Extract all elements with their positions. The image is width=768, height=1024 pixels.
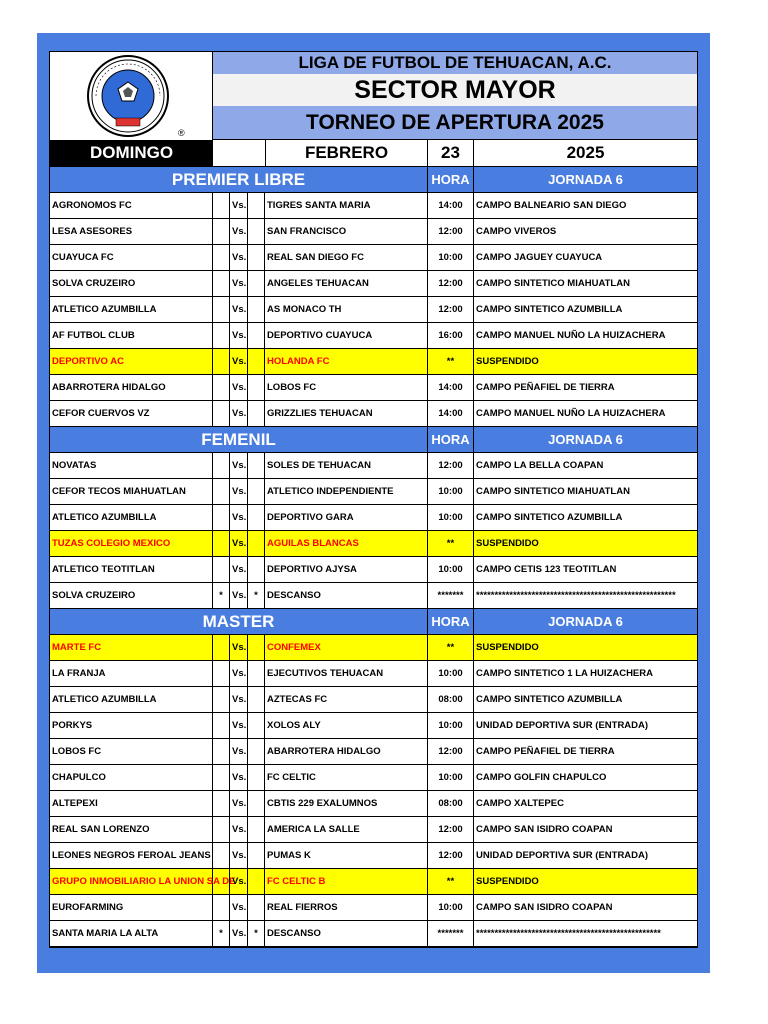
match-time: 12:00 <box>428 739 474 764</box>
versus-label: Vs. <box>230 739 248 764</box>
versus-label: Vs. <box>230 531 248 556</box>
rest-mark <box>248 817 265 842</box>
section-header <box>50 609 697 635</box>
home-team: PORKYS <box>50 713 213 738</box>
venue: CAMPO PEÑAFIEL DE TIERRA <box>476 746 615 757</box>
venue: CAMPO SINTETICO 1 LA HUIZACHERA <box>476 668 653 679</box>
rest-mark <box>248 687 265 712</box>
venue: ****************************************************** <box>476 590 676 601</box>
home-team: LESA ASESORES <box>50 219 213 244</box>
match-row <box>50 453 697 479</box>
home-team: REAL SAN LORENZO <box>50 817 213 842</box>
venue: CAMPO SAN ISIDRO COAPAN <box>476 902 613 913</box>
versus-label: Vs. <box>230 375 248 400</box>
match-row <box>50 219 697 245</box>
rest-mark <box>213 271 230 296</box>
rest-mark <box>248 193 265 218</box>
match-time: 10:00 <box>428 557 474 582</box>
rest-mark <box>213 401 230 426</box>
home-team: TUZAS COLEGIO MEXICO <box>50 531 213 556</box>
versus-label: Vs. <box>230 453 248 478</box>
home-team: LA FRANJA <box>50 661 213 686</box>
versus-label: Vs. <box>230 713 248 738</box>
rest-mark <box>248 713 265 738</box>
away-team: FC CELTIC B <box>265 869 428 894</box>
away-team: AMERICA LA SALLE <box>265 817 428 842</box>
match-time: 10:00 <box>428 895 474 920</box>
match-time: 10:00 <box>428 479 474 504</box>
match-row <box>50 661 697 687</box>
match-row <box>50 921 697 947</box>
away-team: ATLETICO INDEPENDIENTE <box>265 479 428 504</box>
venue: CAMPO PEÑAFIEL DE TIERRA <box>476 382 615 393</box>
sector-title: SECTOR MAYOR <box>213 74 697 106</box>
venue: SUSPENDIDO <box>476 642 539 653</box>
venue: CAMPO MANUEL NUÑO LA HUIZACHERA <box>476 408 666 419</box>
venue: CAMPO SINTETICO AZUMBILLA <box>476 304 623 315</box>
venue: CAMPO CETIS 123 TEOTITLAN <box>476 564 617 575</box>
home-team: AF FUTBOL CLUB <box>50 323 213 348</box>
match-row <box>50 193 697 219</box>
away-team: XOLOS ALY <box>265 713 428 738</box>
rest-mark <box>248 635 265 660</box>
venue: SUSPENDIDO <box>476 876 539 887</box>
home-team: ATLETICO AZUMBILLA <box>50 505 213 530</box>
home-team: AGRONOMOS FC <box>50 193 213 218</box>
match-time: ** <box>428 869 474 894</box>
versus-label: Vs. <box>230 505 248 530</box>
match-row <box>50 271 697 297</box>
match-row <box>50 505 697 531</box>
header <box>50 52 697 140</box>
home-team: CUAYUCA FC <box>50 245 213 270</box>
home-team: LOBOS FC <box>50 739 213 764</box>
rest-mark <box>213 791 230 816</box>
rest-mark <box>248 895 265 920</box>
away-team: AGUILAS BLANCAS <box>265 531 428 556</box>
venue: CAMPO LA BELLA COAPAN <box>476 460 604 471</box>
venue: CAMPO MANUEL NUÑO LA HUIZACHERA <box>476 330 666 341</box>
rest-mark <box>248 323 265 348</box>
match-row <box>50 297 697 323</box>
match-row <box>50 739 697 765</box>
match-row <box>50 765 697 791</box>
rest-mark <box>248 479 265 504</box>
versus-label: Vs. <box>230 349 248 374</box>
rest-mark <box>213 661 230 686</box>
versus-label: Vs. <box>230 557 248 582</box>
match-time: 10:00 <box>428 713 474 738</box>
venue: SUSPENDIDO <box>476 356 539 367</box>
rest-mark <box>248 505 265 530</box>
away-team: LOBOS FC <box>265 375 428 400</box>
rest-mark <box>248 739 265 764</box>
versus-label: Vs. <box>230 401 248 426</box>
away-team: DEPORTIVO GARA <box>265 505 428 530</box>
jornada-label: JORNADA 6 <box>548 614 623 629</box>
away-team: DEPORTIVO AJYSA <box>265 557 428 582</box>
venue: CAMPO SINTETICO AZUMBILLA <box>476 694 623 705</box>
home-team: LEONES NEGROS FEROAL JEANS <box>50 843 213 868</box>
versus-label: Vs. <box>230 219 248 244</box>
rest-mark <box>213 817 230 842</box>
home-team: SOLVA CRUZEIRO <box>50 583 213 608</box>
rest-mark <box>213 895 230 920</box>
match-row <box>50 791 697 817</box>
rest-mark <box>213 453 230 478</box>
away-team: ABARROTERA HIDALGO <box>265 739 428 764</box>
match-time: 08:00 <box>428 687 474 712</box>
versus-label: Vs. <box>230 687 248 712</box>
versus-label: Vs. <box>230 245 248 270</box>
hora-label: HORA <box>428 609 474 634</box>
venue: CAMPO VIVEROS <box>476 226 557 237</box>
match-time: 12:00 <box>428 297 474 322</box>
match-time: ** <box>428 349 474 374</box>
match-row <box>50 583 697 609</box>
section-name: PREMIER LIBRE <box>50 167 428 192</box>
versus-label: Vs. <box>230 921 248 946</box>
match-row <box>50 557 697 583</box>
versus-label: Vs. <box>230 271 248 296</box>
versus-label: Vs. <box>230 817 248 842</box>
home-team: EUROFARMING <box>50 895 213 920</box>
versus-label: Vs. <box>230 843 248 868</box>
versus-label: Vs. <box>230 765 248 790</box>
rest-mark <box>248 557 265 582</box>
versus-label: Vs. <box>230 869 248 894</box>
schedule-sheet <box>49 51 698 948</box>
rest-mark <box>248 791 265 816</box>
rest-mark <box>248 245 265 270</box>
match-time: 10:00 <box>428 505 474 530</box>
registered-mark: ® <box>178 128 185 138</box>
home-team: ALTEPEXI <box>50 791 213 816</box>
rest-mark <box>213 245 230 270</box>
rest-mark <box>213 713 230 738</box>
away-team: ANGELES TEHUACAN <box>265 271 428 296</box>
versus-label: Vs. <box>230 193 248 218</box>
venue: CAMPO SINTETICO MIAHUATLAN <box>476 486 630 497</box>
away-team: DEPORTIVO CUAYUCA <box>265 323 428 348</box>
away-team: REAL FIERROS <box>265 895 428 920</box>
hora-label: HORA <box>428 167 474 192</box>
jornada-label: JORNADA 6 <box>548 432 623 447</box>
rest-mark <box>248 453 265 478</box>
match-time: 12:00 <box>428 817 474 842</box>
match-time: 14:00 <box>428 375 474 400</box>
match-time: 10:00 <box>428 765 474 790</box>
title-block <box>213 52 697 140</box>
match-row <box>50 713 697 739</box>
month: FEBRERO <box>266 140 428 166</box>
away-team: PUMAS K <box>265 843 428 868</box>
match-time: 12:00 <box>428 271 474 296</box>
match-row <box>50 245 697 271</box>
match-row <box>50 349 697 375</box>
home-team: SANTA MARIA LA ALTA <box>50 921 213 946</box>
home-team: CHAPULCO <box>50 765 213 790</box>
versus-label: Vs. <box>230 895 248 920</box>
rest-mark <box>213 869 230 894</box>
match-time: 14:00 <box>428 401 474 426</box>
date-spacer <box>213 140 266 166</box>
match-row <box>50 531 697 557</box>
match-row <box>50 817 697 843</box>
rest-mark: * <box>213 921 230 946</box>
match-row <box>50 323 697 349</box>
match-time: 10:00 <box>428 661 474 686</box>
sections <box>50 167 697 947</box>
home-team: SOLVA CRUZEIRO <box>50 271 213 296</box>
rest-mark <box>213 635 230 660</box>
league-logo <box>50 52 213 140</box>
versus-label: Vs. <box>230 479 248 504</box>
rest-mark <box>213 219 230 244</box>
home-team: ATLETICO AZUMBILLA <box>50 687 213 712</box>
match-row <box>50 375 697 401</box>
away-team: CBTIS 229 EXALUMNOS <box>265 791 428 816</box>
day-name: DOMINGO <box>50 140 213 166</box>
away-team: HOLANDA FC <box>265 349 428 374</box>
home-team: ABARROTERA HIDALGO <box>50 375 213 400</box>
day-number: 23 <box>428 140 474 166</box>
rest-mark <box>248 349 265 374</box>
home-team: DEPORTIVO AC <box>50 349 213 374</box>
date-row <box>50 140 697 167</box>
rest-mark <box>213 193 230 218</box>
match-time: 12:00 <box>428 453 474 478</box>
versus-label: Vs. <box>230 635 248 660</box>
away-team: SOLES DE TEHUACAN <box>265 453 428 478</box>
jornada-label: JORNADA 6 <box>548 172 623 187</box>
versus-label: Vs. <box>230 791 248 816</box>
match-time: ******* <box>428 921 474 946</box>
match-time: 10:00 <box>428 245 474 270</box>
venue: CAMPO XALTEPEC <box>476 798 564 809</box>
rest-mark <box>213 739 230 764</box>
rest-mark <box>248 869 265 894</box>
venue: UNIDAD DEPORTIVA SUR (ENTRADA) <box>476 720 649 731</box>
away-team: EJECUTIVOS TEHUACAN <box>265 661 428 686</box>
away-team: FC CELTIC <box>265 765 428 790</box>
rest-mark <box>248 271 265 296</box>
venue: ************************************************** <box>476 928 661 939</box>
rest-mark: * <box>248 583 265 608</box>
match-time: ** <box>428 531 474 556</box>
match-row <box>50 635 697 661</box>
section-name: FEMENIL <box>50 427 428 452</box>
away-team: SAN FRANCISCO <box>265 219 428 244</box>
tournament-title: TORNEO DE APERTURA 2025 <box>213 106 697 140</box>
rest-mark <box>248 843 265 868</box>
versus-label: Vs. <box>230 583 248 608</box>
home-team: GRUPO INMOBILIARIO LA UNION SA DE <box>50 869 213 894</box>
versus-label: Vs. <box>230 297 248 322</box>
versus-label: Vs. <box>230 661 248 686</box>
rest-mark <box>213 531 230 556</box>
section-header <box>50 427 697 453</box>
rest-mark <box>213 479 230 504</box>
match-time: ******* <box>428 583 474 608</box>
match-time: 16:00 <box>428 323 474 348</box>
match-row <box>50 895 697 921</box>
rest-mark <box>213 323 230 348</box>
section-name: MASTER <box>50 609 428 634</box>
match-row <box>50 479 697 505</box>
rest-mark <box>213 765 230 790</box>
home-team: CEFOR TECOS MIAHUATLAN <box>50 479 213 504</box>
away-team: DESCANSO <box>265 921 428 946</box>
home-team: NOVATAS <box>50 453 213 478</box>
venue: SUSPENDIDO <box>476 538 539 549</box>
home-team: ATLETICO TEOTITLAN <box>50 557 213 582</box>
rest-mark <box>213 843 230 868</box>
home-team: MARTE FC <box>50 635 213 660</box>
rest-mark <box>248 401 265 426</box>
year: 2025 <box>566 143 605 162</box>
match-time: 08:00 <box>428 791 474 816</box>
match-time: 14:00 <box>428 193 474 218</box>
rest-mark <box>213 505 230 530</box>
rest-mark <box>248 375 265 400</box>
venue: CAMPO JAGUEY CUAYUCA <box>476 252 603 263</box>
league-title: LIGA DE FUTBOL DE TEHUACAN, A.C. <box>213 52 697 74</box>
venue: UNIDAD DEPORTIVA SUR (ENTRADA) <box>476 850 649 861</box>
rest-mark <box>213 687 230 712</box>
venue: CAMPO BALNEARIO SAN DIEGO <box>476 200 627 211</box>
rest-mark <box>213 297 230 322</box>
away-team: REAL SAN DIEGO FC <box>265 245 428 270</box>
league-crest-icon <box>50 52 212 140</box>
venue: CAMPO GOLFIN CHAPULCO <box>476 772 607 783</box>
away-team: TIGRES SANTA MARIA <box>265 193 428 218</box>
hora-label: HORA <box>428 427 474 452</box>
match-row <box>50 843 697 869</box>
rest-mark <box>213 557 230 582</box>
away-team: GRIZZLIES TEHUACAN <box>265 401 428 426</box>
rest-mark <box>213 349 230 374</box>
rest-mark: * <box>213 583 230 608</box>
rest-mark <box>248 219 265 244</box>
match-row <box>50 687 697 713</box>
venue: CAMPO SINTETICO AZUMBILLA <box>476 512 623 523</box>
match-row <box>50 401 697 427</box>
home-team: CEFOR CUERVOS VZ <box>50 401 213 426</box>
rest-mark <box>248 661 265 686</box>
versus-label: Vs. <box>230 323 248 348</box>
match-row <box>50 869 697 895</box>
section-header <box>50 167 697 193</box>
venue: CAMPO SINTETICO MIAHUATLAN <box>476 278 630 289</box>
match-time: 12:00 <box>428 843 474 868</box>
home-team: ATLETICO AZUMBILLA <box>50 297 213 322</box>
rest-mark: * <box>248 921 265 946</box>
away-team: DESCANSO <box>265 583 428 608</box>
away-team: CONFEMEX <box>265 635 428 660</box>
match-time: 12:00 <box>428 219 474 244</box>
venue: CAMPO SAN ISIDRO COAPAN <box>476 824 613 835</box>
rest-mark <box>248 765 265 790</box>
rest-mark <box>248 531 265 556</box>
away-team: AS MONACO TH <box>265 297 428 322</box>
away-team: AZTECAS FC <box>265 687 428 712</box>
rest-mark <box>248 297 265 322</box>
rest-mark <box>213 375 230 400</box>
match-time: ** <box>428 635 474 660</box>
